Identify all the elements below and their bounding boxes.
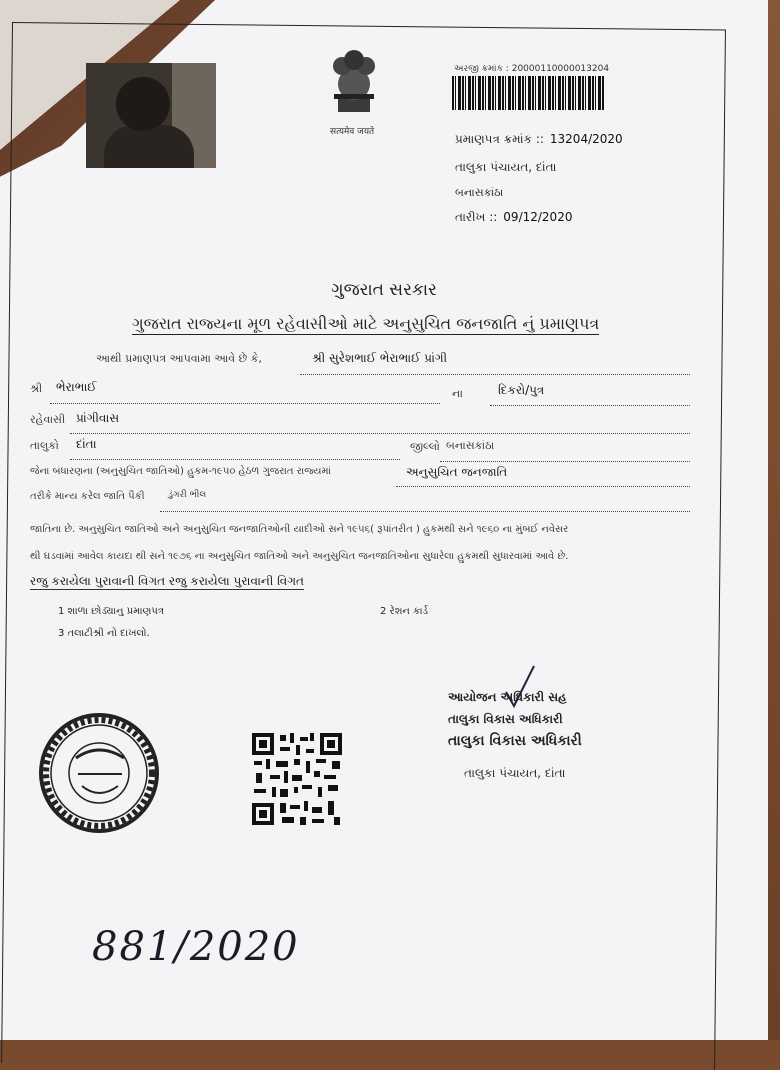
signatory-line-1: આયોજન અધિકારી સહ	[448, 690, 567, 704]
relation-prefix: ના	[452, 387, 463, 400]
evidence-item: 3 તલાટીશ્રી નો દાખલો.	[58, 628, 150, 639]
qr-code	[250, 731, 344, 827]
government-title: ગુજરાત સરકાર	[331, 280, 437, 300]
father-name: ભેરાભાઈ	[56, 380, 97, 394]
issuing-district: બનાસકાંઠા	[455, 186, 504, 199]
national-emblem-icon	[324, 44, 384, 118]
handwritten-reference: 881/2020	[92, 924, 300, 970]
order-text: જેના બંધારણના (અનુસુચિત જાતિઓ) હુકમ-૧૯૫૦ હેઠળ ગુજરાત રાજ્યમાં	[30, 466, 331, 477]
applicant-name: શ્રી સુરેશભાઈ ભેરાભાઈ પ્રાંગી	[312, 351, 448, 365]
caste: ડુંગરી ભીલ	[168, 490, 207, 500]
signatory-line-2: તાલુકા વિકાસ અધિકારી	[448, 712, 563, 726]
district-label: જીલ્લો	[410, 440, 440, 453]
issuing-office: તાલુકા પંચાયત, દાંતા	[455, 160, 557, 174]
legal-paragraph: જાતિના છે. અનુસુચિત જાતિઓ અને અનુસુચિત જનજાતિઓની યાદીઓ સને ૧૯૫૬( રૂપાંતરીત ) હુકમથી સને ૧૯૬૦ ના મુંબઈ નવેસર થી ઘડવામાં આવેલ કાયદા થી સને ૧૯૭૬ ના અનુસુચિત જાતિઓ અને અનુસુચિત જનજાતિઓના સુધારેલા હુકમથી સુધારવામાં આવે છે.	[30, 524, 569, 562]
application-number: અરજી ક્રમાંક : 20000110000013204	[454, 64, 610, 74]
evidence-heading: રજુ કરાયેલા પુરાવાની વિગત રજુ કરાયેલા પુરાવાની વિગત	[30, 574, 304, 588]
certificate-number: પ્રમાણપત્ર ક્રમાંક :: 13204/2020	[455, 132, 623, 146]
residence: પ્રાંગીવાસ	[76, 411, 120, 425]
taluka: દાંતા	[76, 437, 97, 451]
barcode	[452, 76, 604, 110]
district-line	[440, 460, 690, 462]
residence-line	[70, 432, 690, 434]
category: અનુસુચિત જનજાતિ	[406, 465, 508, 479]
father-prefix: શ્રી	[30, 382, 43, 395]
intro-text: આથી પ્રમાણપત્ર આપવામા આવે છે કે,	[96, 352, 262, 365]
evidence-item: 2 રેશન કાર્ડ	[380, 606, 429, 617]
residence-label: રહેવાસી	[30, 413, 66, 426]
relation-line	[490, 404, 690, 406]
evidence-item: 1 શાળા છોડ્યાનુ પ્રમાણપત્ર	[58, 606, 164, 617]
father-line	[50, 402, 440, 404]
caste-label: તરીકે માન્ય કરેલ જાતિ પૈકી	[30, 491, 145, 502]
official-seal-stamp	[38, 712, 160, 834]
category-line	[396, 485, 690, 487]
caste-line	[160, 510, 690, 512]
district: બનાસકાંઠા	[446, 439, 495, 452]
name-line	[300, 373, 690, 375]
taluka-label: તાલુકો	[30, 439, 59, 452]
signatory-office: તાલુકા પંચાયત, દાંતા	[464, 766, 566, 780]
certificate-heading: ગુજરાત રાજ્યના મૂળ રહેવાસીઓ માટે અનુસુચિત જનજાતિ નું પ્રમાણપત્ર	[132, 314, 600, 333]
signatory-line-3: તાલુકા વિકાસ અધિકારી	[448, 733, 582, 749]
emblem-motto: सत्यमेव जयते	[330, 127, 375, 137]
relation: દિકરો/પુત્ર	[498, 383, 545, 397]
applicant-photo	[86, 63, 216, 168]
issue-date: તારીખ :: 09/12/2020	[455, 210, 573, 224]
taluka-line	[70, 458, 400, 460]
